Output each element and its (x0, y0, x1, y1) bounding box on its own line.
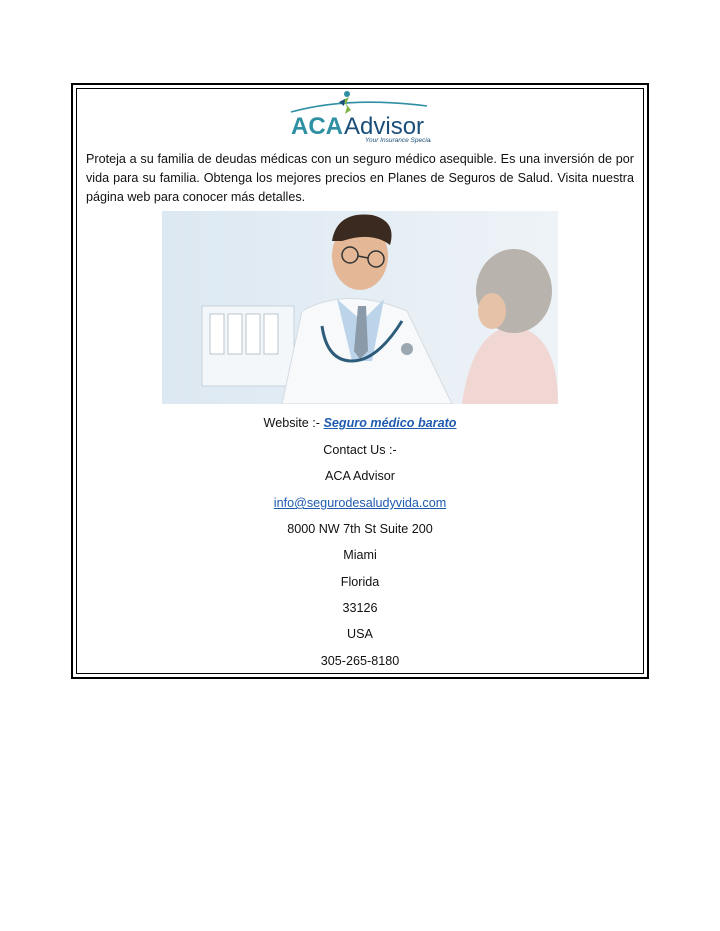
contact-heading: Contact Us :- (323, 443, 397, 457)
country-line: USA (347, 627, 373, 641)
intro-paragraph: Proteja a su familia de deudas médicas con un seguro médico asequible. Es una inversión de por vida para su familia. Obtenga los mejores precios en Planes de Seguros de Salud. Visita nuestra página web para conocer más detalles. (86, 152, 634, 204)
email-link[interactable]: info@segurodesaludyvida.com (273, 496, 447, 510)
zip-line: 33126 (342, 601, 378, 615)
address-line: 8000 NW 7th St Suite 200 (287, 522, 433, 536)
svg-text:ACA: ACA (291, 113, 343, 140)
svg-text:Advisor: Advisor (344, 113, 425, 140)
website-line (76, 416, 644, 430)
state-line: Florida (340, 575, 380, 589)
website-label: Website :- (263, 416, 324, 430)
svg-text:Your Insurance Specialist: Your Insurance Specia (365, 137, 431, 144)
phone-line: 305-265-8180 (320, 654, 400, 668)
doctor-with-patient-photo (162, 211, 558, 404)
city-line: Miami (343, 548, 377, 562)
aca-advisor-logo (289, 90, 431, 144)
email-line (76, 496, 644, 510)
company-name: ACA Advisor (325, 469, 395, 483)
website-link[interactable]: Seguro médico barato (323, 416, 457, 430)
